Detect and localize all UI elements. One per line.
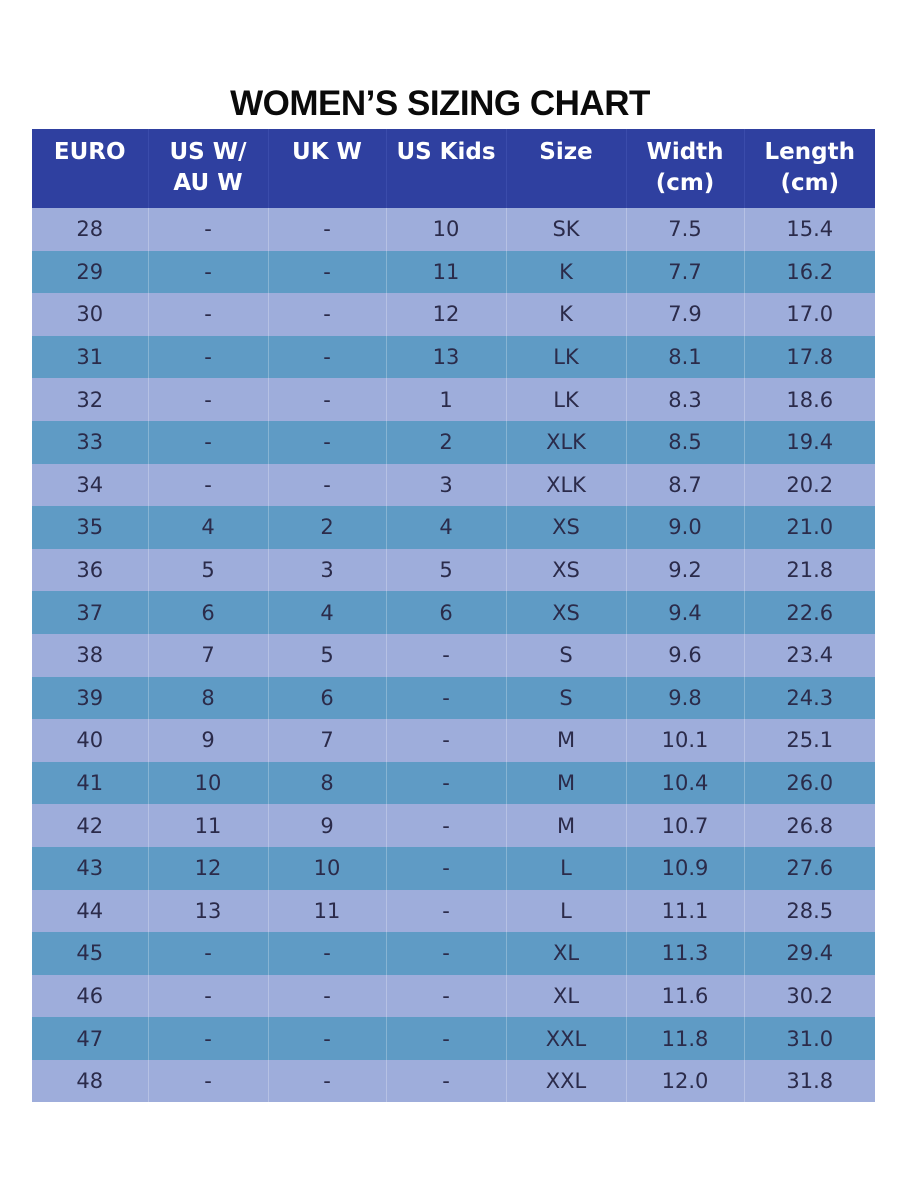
column-header-line: (cm) [780, 170, 840, 196]
table-cell-length-cm: 29.4 [744, 932, 875, 975]
table-cell-euro: 31 [32, 336, 148, 379]
table-cell-uk-w: - [268, 975, 386, 1018]
table-cell-euro: 41 [32, 762, 148, 805]
column-header-line: Size [539, 139, 593, 165]
table-cell-width-cm: 8.7 [626, 464, 744, 507]
table-row [32, 804, 875, 847]
table-cell-us-w-au-w: 4 [148, 506, 268, 549]
table-cell-euro: 32 [32, 378, 148, 421]
table-row [32, 464, 875, 507]
table-cell-us-kids: 5 [386, 549, 506, 592]
table-cell-euro: 38 [32, 634, 148, 677]
table-row [32, 932, 875, 975]
table-cell-us-kids: 6 [386, 591, 506, 634]
table-cell-us-w-au-w: 8 [148, 677, 268, 720]
table-cell-uk-w: 8 [268, 762, 386, 805]
table-cell-us-kids: 11 [386, 251, 506, 294]
table-cell-width-cm: 9.8 [626, 677, 744, 720]
table-cell-size: XXL [506, 1060, 626, 1103]
table-cell-us-w-au-w: - [148, 378, 268, 421]
table-cell-us-w-au-w: - [148, 293, 268, 336]
table-cell-us-kids: - [386, 719, 506, 762]
table-row [32, 890, 875, 933]
table-cell-length-cm: 20.2 [744, 464, 875, 507]
table-cell-us-w-au-w: - [148, 975, 268, 1018]
table-cell-us-w-au-w: 10 [148, 762, 268, 805]
table-cell-uk-w: 7 [268, 719, 386, 762]
table-row [32, 336, 875, 379]
table-cell-length-cm: 28.5 [744, 890, 875, 933]
table-cell-euro: 35 [32, 506, 148, 549]
table-cell-width-cm: 8.1 [626, 336, 744, 379]
table-cell-uk-w: 3 [268, 549, 386, 592]
table-cell-us-w-au-w: 11 [148, 804, 268, 847]
table-cell-us-w-au-w: 6 [148, 591, 268, 634]
table-row [32, 719, 875, 762]
table-cell-width-cm: 10.9 [626, 847, 744, 890]
table-cell-width-cm: 11.6 [626, 975, 744, 1018]
table-cell-size: XS [506, 549, 626, 592]
table-cell-size: L [506, 890, 626, 933]
table-cell-euro: 37 [32, 591, 148, 634]
column-header-line: US W/ [169, 139, 247, 165]
column-header-length-cm [744, 129, 875, 208]
table-cell-uk-w: 10 [268, 847, 386, 890]
table-row [32, 677, 875, 720]
table-cell-width-cm: 9.4 [626, 591, 744, 634]
table-cell-uk-w: - [268, 421, 386, 464]
table-cell-euro: 30 [32, 293, 148, 336]
table-row [32, 378, 875, 421]
table-cell-size: XLK [506, 421, 626, 464]
table-cell-us-kids: - [386, 1060, 506, 1103]
sizing-table [32, 129, 875, 1102]
table-row [32, 847, 875, 890]
table-cell-euro: 43 [32, 847, 148, 890]
table-row [32, 506, 875, 549]
table-row [32, 1060, 875, 1103]
table-cell-width-cm: 8.5 [626, 421, 744, 464]
table-cell-size: XL [506, 975, 626, 1018]
column-header-line: AU W [173, 170, 243, 196]
table-cell-euro: 29 [32, 251, 148, 294]
table-cell-uk-w: 5 [268, 634, 386, 677]
table-cell-us-w-au-w: - [148, 1060, 268, 1103]
table-row [32, 975, 875, 1018]
table-cell-width-cm: 9.2 [626, 549, 744, 592]
table-cell-width-cm: 11.1 [626, 890, 744, 933]
table-cell-width-cm: 9.6 [626, 634, 744, 677]
column-header-line: (cm) [655, 170, 715, 196]
table-row [32, 1017, 875, 1060]
table-cell-us-w-au-w: - [148, 208, 268, 251]
table-cell-length-cm: 17.8 [744, 336, 875, 379]
table-cell-width-cm: 11.8 [626, 1017, 744, 1060]
table-cell-euro: 42 [32, 804, 148, 847]
table-cell-width-cm: 9.0 [626, 506, 744, 549]
column-header-line: Length [764, 139, 855, 165]
table-cell-euro: 40 [32, 719, 148, 762]
table-cell-uk-w: - [268, 293, 386, 336]
column-header-us-w-au-w [148, 129, 268, 208]
table-cell-uk-w: - [268, 932, 386, 975]
table-cell-length-cm: 27.6 [744, 847, 875, 890]
table-cell-uk-w: 2 [268, 506, 386, 549]
table-row [32, 421, 875, 464]
table-cell-length-cm: 31.0 [744, 1017, 875, 1060]
table-cell-us-w-au-w: 9 [148, 719, 268, 762]
table-cell-us-w-au-w: - [148, 421, 268, 464]
table-cell-us-w-au-w: 12 [148, 847, 268, 890]
table-cell-size: SK [506, 208, 626, 251]
table-cell-uk-w: - [268, 336, 386, 379]
table-cell-length-cm: 19.4 [744, 421, 875, 464]
table-cell-uk-w: - [268, 464, 386, 507]
table-cell-uk-w: - [268, 251, 386, 294]
table-cell-size: K [506, 251, 626, 294]
table-cell-us-w-au-w: - [148, 932, 268, 975]
table-cell-us-kids: - [386, 890, 506, 933]
table-row [32, 293, 875, 336]
table-cell-size: M [506, 804, 626, 847]
table-cell-length-cm: 23.4 [744, 634, 875, 677]
table-cell-euro: 36 [32, 549, 148, 592]
table-cell-size: XS [506, 506, 626, 549]
table-cell-us-kids: - [386, 677, 506, 720]
table-row [32, 591, 875, 634]
table-cell-uk-w: - [268, 1060, 386, 1103]
table-cell-us-kids: - [386, 634, 506, 677]
table-row [32, 762, 875, 805]
table-cell-size: K [506, 293, 626, 336]
table-cell-size: S [506, 677, 626, 720]
table-cell-uk-w: - [268, 208, 386, 251]
column-header-width-cm [626, 129, 744, 208]
table-cell-us-w-au-w: - [148, 336, 268, 379]
table-cell-us-w-au-w: - [148, 251, 268, 294]
table-row [32, 549, 875, 592]
table-cell-size: LK [506, 378, 626, 421]
table-cell-length-cm: 21.0 [744, 506, 875, 549]
table-cell-euro: 44 [32, 890, 148, 933]
table-cell-width-cm: 10.4 [626, 762, 744, 805]
column-header-size [506, 129, 626, 208]
table-cell-width-cm: 12.0 [626, 1060, 744, 1103]
table-cell-us-kids: 1 [386, 378, 506, 421]
table-cell-us-kids: 10 [386, 208, 506, 251]
table-cell-euro: 28 [32, 208, 148, 251]
column-header-line: EURO [53, 139, 126, 165]
table-cell-length-cm: 21.8 [744, 549, 875, 592]
table-cell-us-kids: 3 [386, 464, 506, 507]
table-cell-us-w-au-w: - [148, 464, 268, 507]
table-cell-length-cm: 25.1 [744, 719, 875, 762]
table-row [32, 634, 875, 677]
table-cell-width-cm: 7.5 [626, 208, 744, 251]
table-cell-length-cm: 26.0 [744, 762, 875, 805]
table-cell-size: M [506, 719, 626, 762]
table-cell-length-cm: 17.0 [744, 293, 875, 336]
table-cell-us-kids: 12 [386, 293, 506, 336]
table-cell-euro: 34 [32, 464, 148, 507]
table-cell-uk-w: - [268, 1017, 386, 1060]
table-cell-size: M [506, 762, 626, 805]
table-cell-us-kids: 2 [386, 421, 506, 464]
page-title: WOMEN’S SIZING CHART [230, 84, 650, 123]
table-cell-us-w-au-w: 13 [148, 890, 268, 933]
table-cell-euro: 48 [32, 1060, 148, 1103]
table-cell-euro: 46 [32, 975, 148, 1018]
table-cell-width-cm: 7.7 [626, 251, 744, 294]
table-row [32, 208, 875, 251]
table-cell-length-cm: 15.4 [744, 208, 875, 251]
column-header-uk-w [268, 129, 386, 208]
table-cell-width-cm: 8.3 [626, 378, 744, 421]
table-cell-size: XXL [506, 1017, 626, 1060]
table-cell-euro: 33 [32, 421, 148, 464]
table-cell-uk-w: 9 [268, 804, 386, 847]
table-cell-uk-w: 11 [268, 890, 386, 933]
table-cell-width-cm: 11.3 [626, 932, 744, 975]
table-cell-us-w-au-w: - [148, 1017, 268, 1060]
table-cell-us-kids: - [386, 762, 506, 805]
table-cell-size: XL [506, 932, 626, 975]
table-cell-length-cm: 18.6 [744, 378, 875, 421]
table-cell-us-kids: - [386, 1017, 506, 1060]
table-cell-uk-w: - [268, 378, 386, 421]
table-cell-length-cm: 30.2 [744, 975, 875, 1018]
table-cell-us-kids: - [386, 847, 506, 890]
table-cell-width-cm: 7.9 [626, 293, 744, 336]
table-cell-us-kids: 13 [386, 336, 506, 379]
column-header-line: US Kids [396, 139, 496, 165]
table-row [32, 251, 875, 294]
table-cell-size: S [506, 634, 626, 677]
table-cell-size: XS [506, 591, 626, 634]
table-cell-us-kids: - [386, 975, 506, 1018]
column-header-line: Width [646, 139, 724, 165]
table-header [32, 129, 875, 208]
column-header-line: UK W [292, 139, 362, 165]
table-cell-length-cm: 26.8 [744, 804, 875, 847]
table-cell-euro: 47 [32, 1017, 148, 1060]
table-cell-euro: 39 [32, 677, 148, 720]
table-cell-length-cm: 24.3 [744, 677, 875, 720]
table-cell-us-w-au-w: 7 [148, 634, 268, 677]
table-cell-us-kids: - [386, 932, 506, 975]
table-cell-us-kids: 4 [386, 506, 506, 549]
table-cell-width-cm: 10.1 [626, 719, 744, 762]
table-cell-length-cm: 22.6 [744, 591, 875, 634]
table-cell-us-w-au-w: 5 [148, 549, 268, 592]
table-cell-length-cm: 16.2 [744, 251, 875, 294]
header-row [32, 129, 875, 208]
table-cell-size: LK [506, 336, 626, 379]
table-cell-euro: 45 [32, 932, 148, 975]
table-cell-length-cm: 31.8 [744, 1060, 875, 1103]
table-cell-us-kids: - [386, 804, 506, 847]
column-header-euro [32, 129, 148, 208]
table-cell-uk-w: 6 [268, 677, 386, 720]
table-cell-size: XLK [506, 464, 626, 507]
column-header-us-kids [386, 129, 506, 208]
table-cell-width-cm: 10.7 [626, 804, 744, 847]
table-body [32, 208, 875, 1102]
table-cell-size: L [506, 847, 626, 890]
table-cell-uk-w: 4 [268, 591, 386, 634]
